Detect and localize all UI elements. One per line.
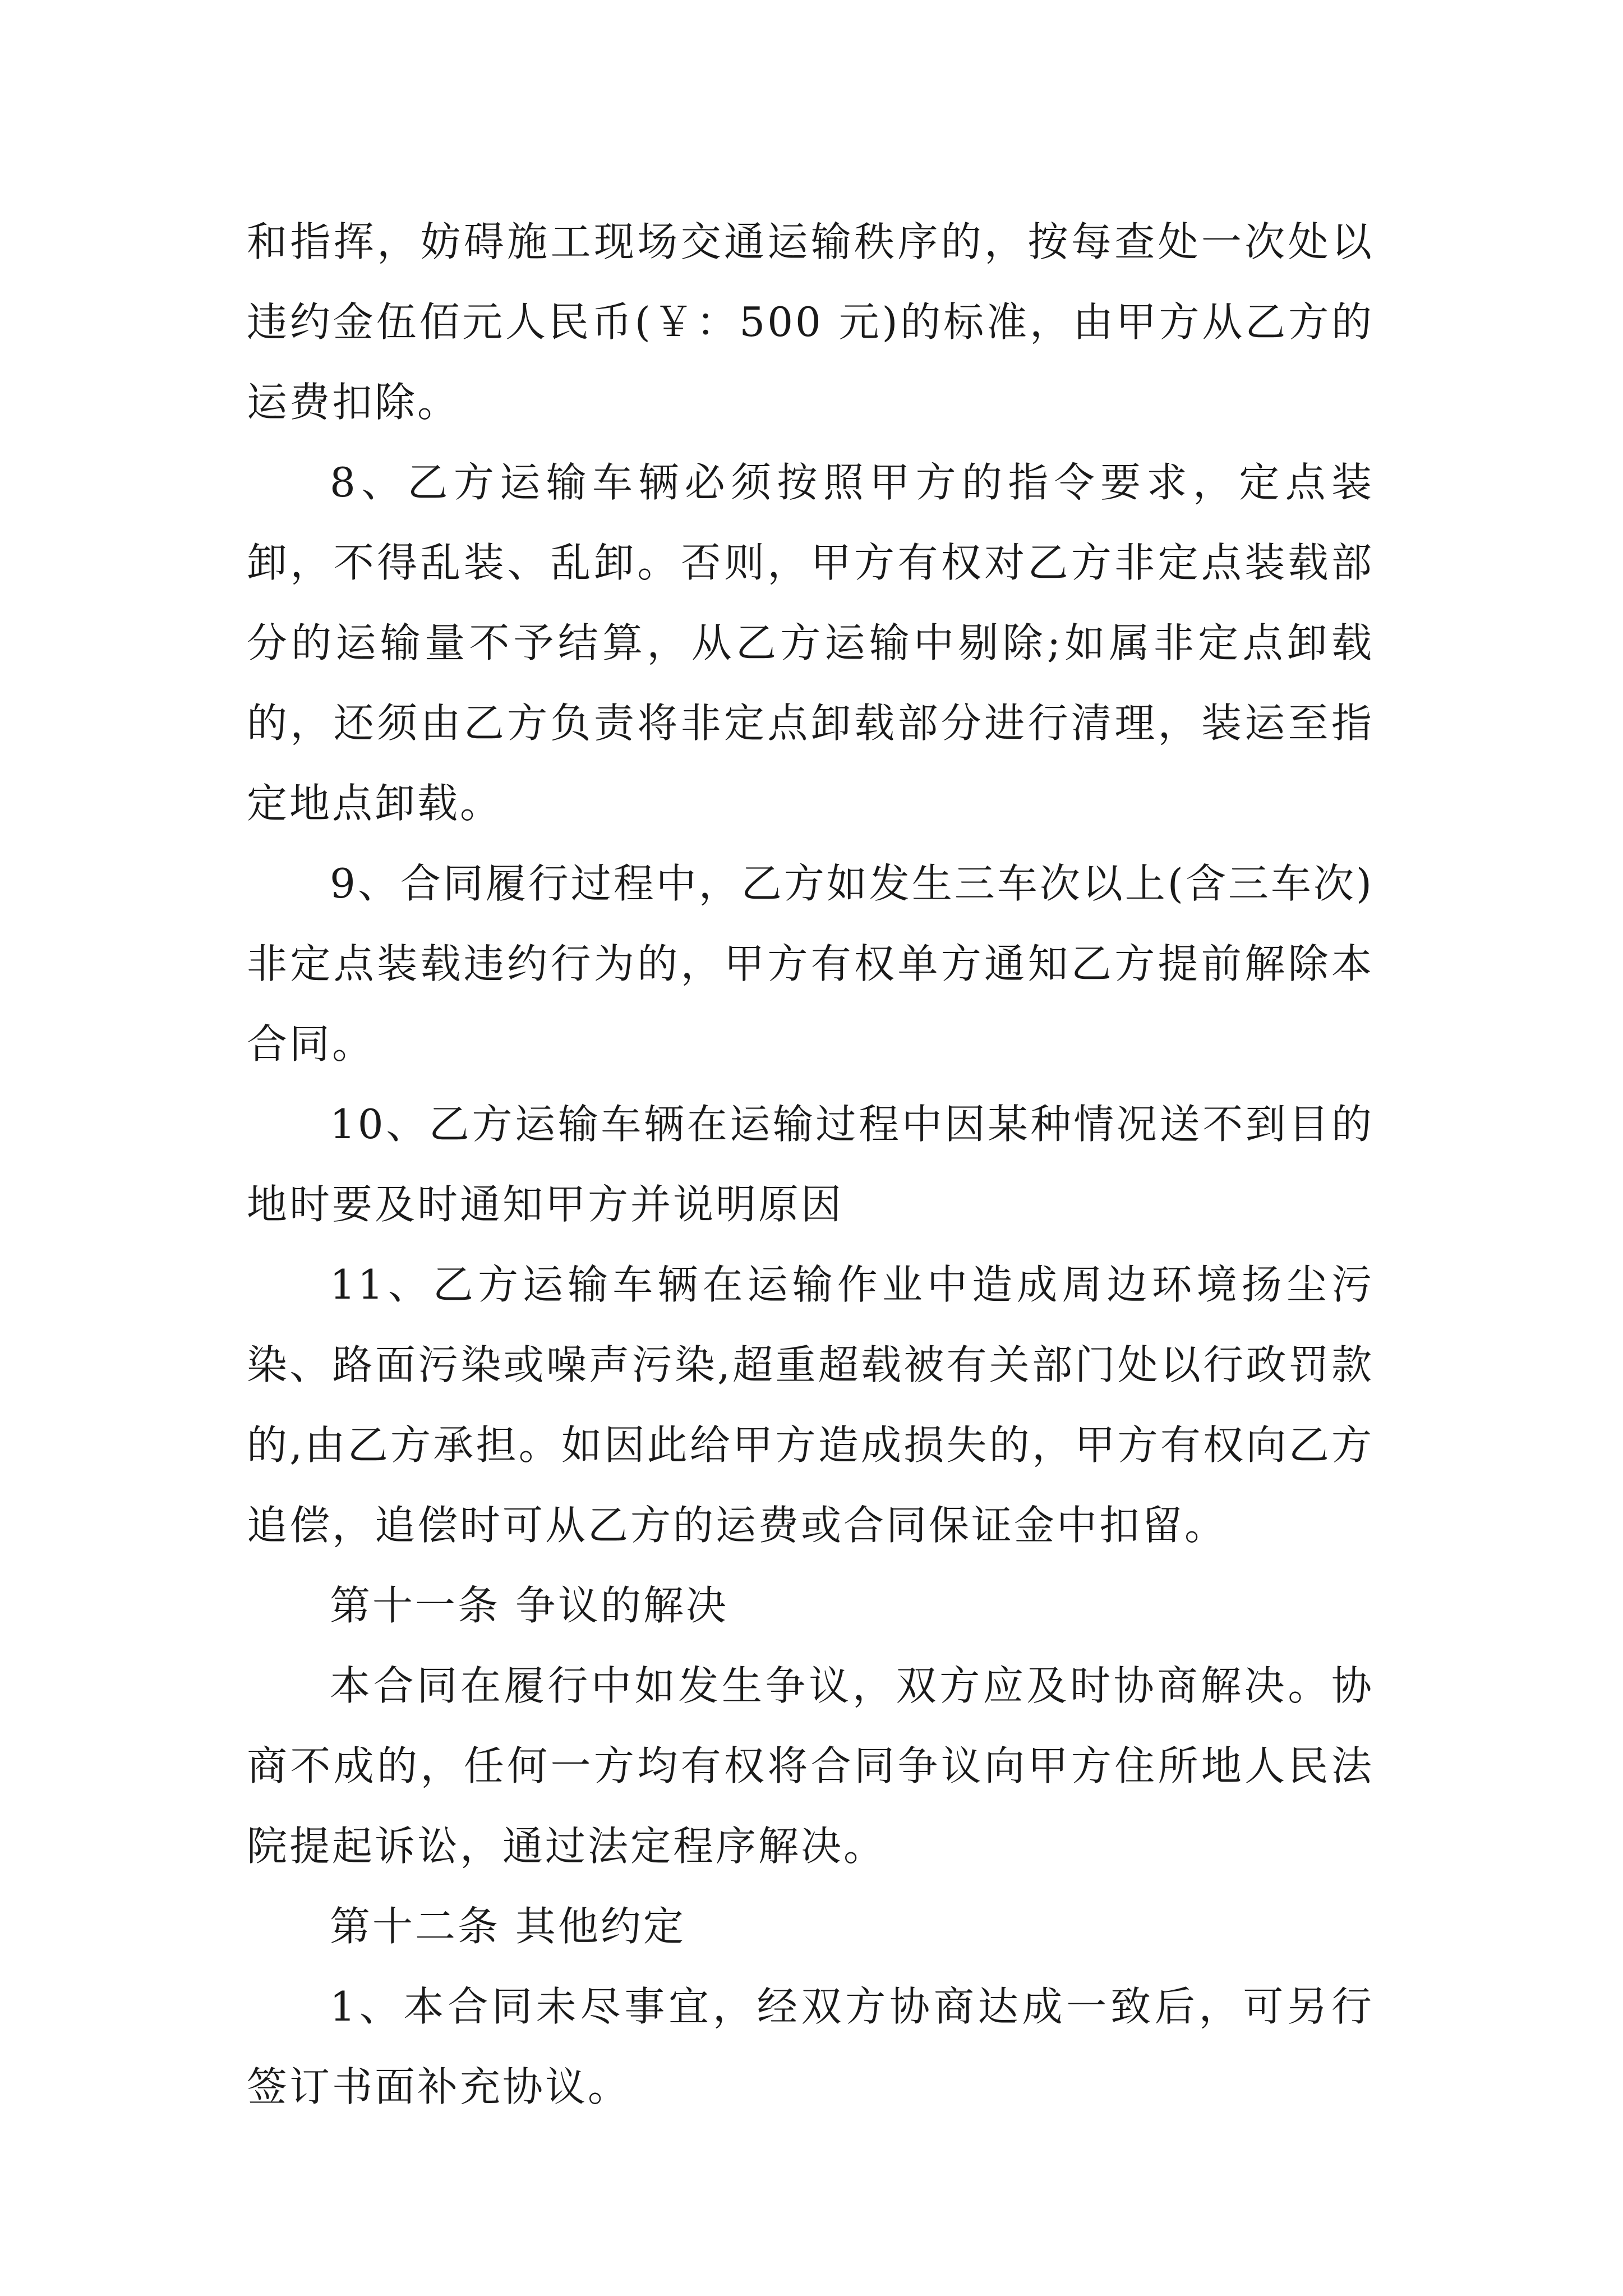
paragraph-clause-9: 9、合同履行过程中，乙方如发生三车次以上(含三车次)非定点装载违约行为的，甲方有权单方通知乙方提前解除本合同。 [247,860,1374,1068]
paragraph-clause-11: 11、乙方运输车辆在运输作业中造成周边环境扬尘污染、路面污染或噪声污染,超重超载被有关部门处以行政罚款的,由乙方承担。如因此给甲方造成损失的，甲方有权向乙方追偿，追偿时可从乙方的运费或合同保证金中扣留。 [247,1261,1374,1549]
section-heading-article-12: 第十二条 其他约定 [330,1903,686,1950]
paragraph-continuation: 和指挥，妨碍施工现场交通运输秩序的，按每查处一次处以违约金伍佰元人民币(￥：500 元)的标准，由甲方从乙方的运费扣除。 [247,218,1374,426]
paragraph-clause-10: 10、乙方运输车辆在运输过程中因某种情况送不到目的地时要及时通知甲方并说明原因 [247,1101,1374,1228]
paragraph-clause-8: 8、乙方运输车辆必须按照甲方的指令要求，定点装卸，不得乱装、乱卸。否则，甲方有权对乙方非定点装载部分的运输量不予结算，从乙方运输中剔除;如属非定点卸载的，还须由乙方负责将非定点卸载部分进行清理，装运至指定地点卸载。 [247,459,1374,827]
section-heading-article-11: 第十一条 争议的解决 [330,1582,728,1629]
document-body [247,202,1374,2127]
paragraph-dispute-resolution: 本合同在履行中如发生争议，双方应及时协商解决。协商不成的，任何一方均有权将合同争议向甲方住所地人民法院提起诉讼，通过法定程序解决。 [247,1662,1374,1870]
paragraph-other-clause-1: 1、本合同未尽事宜，经双方协商达成一致后，可另行签订书面补充协议。 [247,1983,1374,2110]
